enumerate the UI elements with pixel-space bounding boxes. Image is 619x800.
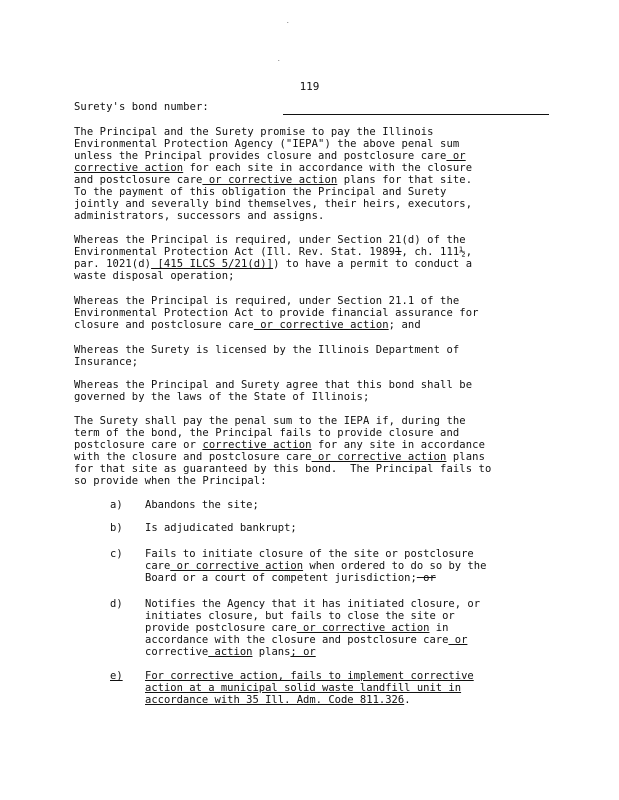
paragraph-line: governed by the laws of the State of Illinois; [74, 391, 370, 403]
page-number: 119 [299, 80, 320, 93]
bond-number-label: Surety's bond number: [74, 101, 209, 113]
paragraph-line: Whereas the Surety is licensed by the Illinois Department of [74, 344, 460, 356]
list-item-line: provide postclosure care or corrective action in [145, 622, 449, 634]
paragraph-line: Environmental Protection Act to provide financial assurance for [74, 307, 479, 319]
paragraph-line: postclosure care or corrective action for any site in accordance [74, 439, 485, 451]
list-item-label: a) [110, 499, 123, 511]
paragraph-line: Environmental Protection Agency ("IEPA") the above penal sum [74, 138, 460, 150]
bond-number-blank-line [283, 114, 549, 115]
list-item-line: Is adjudicated bankrupt; [145, 522, 297, 534]
paragraph-line: with the closure and postclosure care or corrective action plans [74, 451, 485, 463]
list-item-line: Fails to initiate closure of the site or postclosure [145, 548, 474, 560]
list-item-label: d) [110, 598, 123, 610]
paragraph-line: and postclosure care or corrective action plans for that site. [74, 174, 473, 186]
paragraph-line: Environmental Protection Act (Ill. Rev. Stat. 19891, ch. 111½, [74, 246, 473, 258]
list-item-line: Board or a court of competent jurisdiction; or [145, 572, 436, 584]
paragraph-line: waste disposal operation; [74, 270, 235, 282]
paragraph-line: term of the bond, the Principal fails to provide closure and [74, 427, 460, 439]
paragraph-line: so provide when the Principal: [74, 475, 267, 487]
paragraph-line: closure and postclosure care or corrective action; and [74, 319, 421, 331]
paragraph-line: par. 1021(d) [415 ILCS 5/21(d)]) to have a permit to conduct a [74, 258, 473, 270]
paragraph-line: unless the Principal provides closure and postclosure care or [74, 150, 466, 162]
paragraph-line: The Principal and the Surety promise to pay the Illinois [74, 126, 434, 138]
list-item-label: b) [110, 522, 123, 534]
list-item-line: corrective action plans; or [145, 646, 316, 658]
paragraph-line: for that site as guaranteed by this bond. The Principal fails to [74, 463, 492, 475]
scan-mark: . [286, 18, 290, 25]
list-item-line: initiates closure, but fails to close the site or [145, 610, 455, 622]
list-item-label: e) [110, 670, 123, 682]
list-item-line: For corrective action, fails to implement corrective [145, 670, 474, 682]
list-item-line: accordance with the closure and postclosure care or [145, 634, 468, 646]
list-item-line: Notifies the Agency that it has initiated closure, or [145, 598, 481, 610]
list-item-line: accordance with 35 Ill. Adm. Code 811.326. [145, 694, 411, 706]
paragraph-line: administrators, successors and assigns. [74, 210, 325, 222]
paragraph-line: To the payment of this obligation the Principal and Surety [74, 186, 447, 198]
list-item-line: care or corrective action when ordered to do so by the [145, 560, 487, 572]
paragraph-line: corrective action for each site in accordance with the closure [74, 162, 473, 174]
paragraph-line: Insurance; [74, 356, 139, 368]
paragraph-line: Whereas the Principal is required, under Section 21.1 of the [74, 295, 460, 307]
list-item-line: Abandons the site; [145, 499, 259, 511]
list-item-line: action at a municipal solid waste landfill unit in [145, 682, 462, 694]
paragraph-line: jointly and severally bind themselves, their heirs, executors, [74, 198, 473, 210]
scan-mark: . [277, 56, 281, 63]
list-item-label: c) [110, 548, 123, 560]
paragraph-line: Whereas the Principal and Surety agree that this bond shall be [74, 379, 473, 391]
paragraph-line: Whereas the Principal is required, under Section 21(d) of the [74, 234, 466, 246]
paragraph-line: The Surety shall pay the penal sum to the IEPA if, during the [74, 415, 466, 427]
